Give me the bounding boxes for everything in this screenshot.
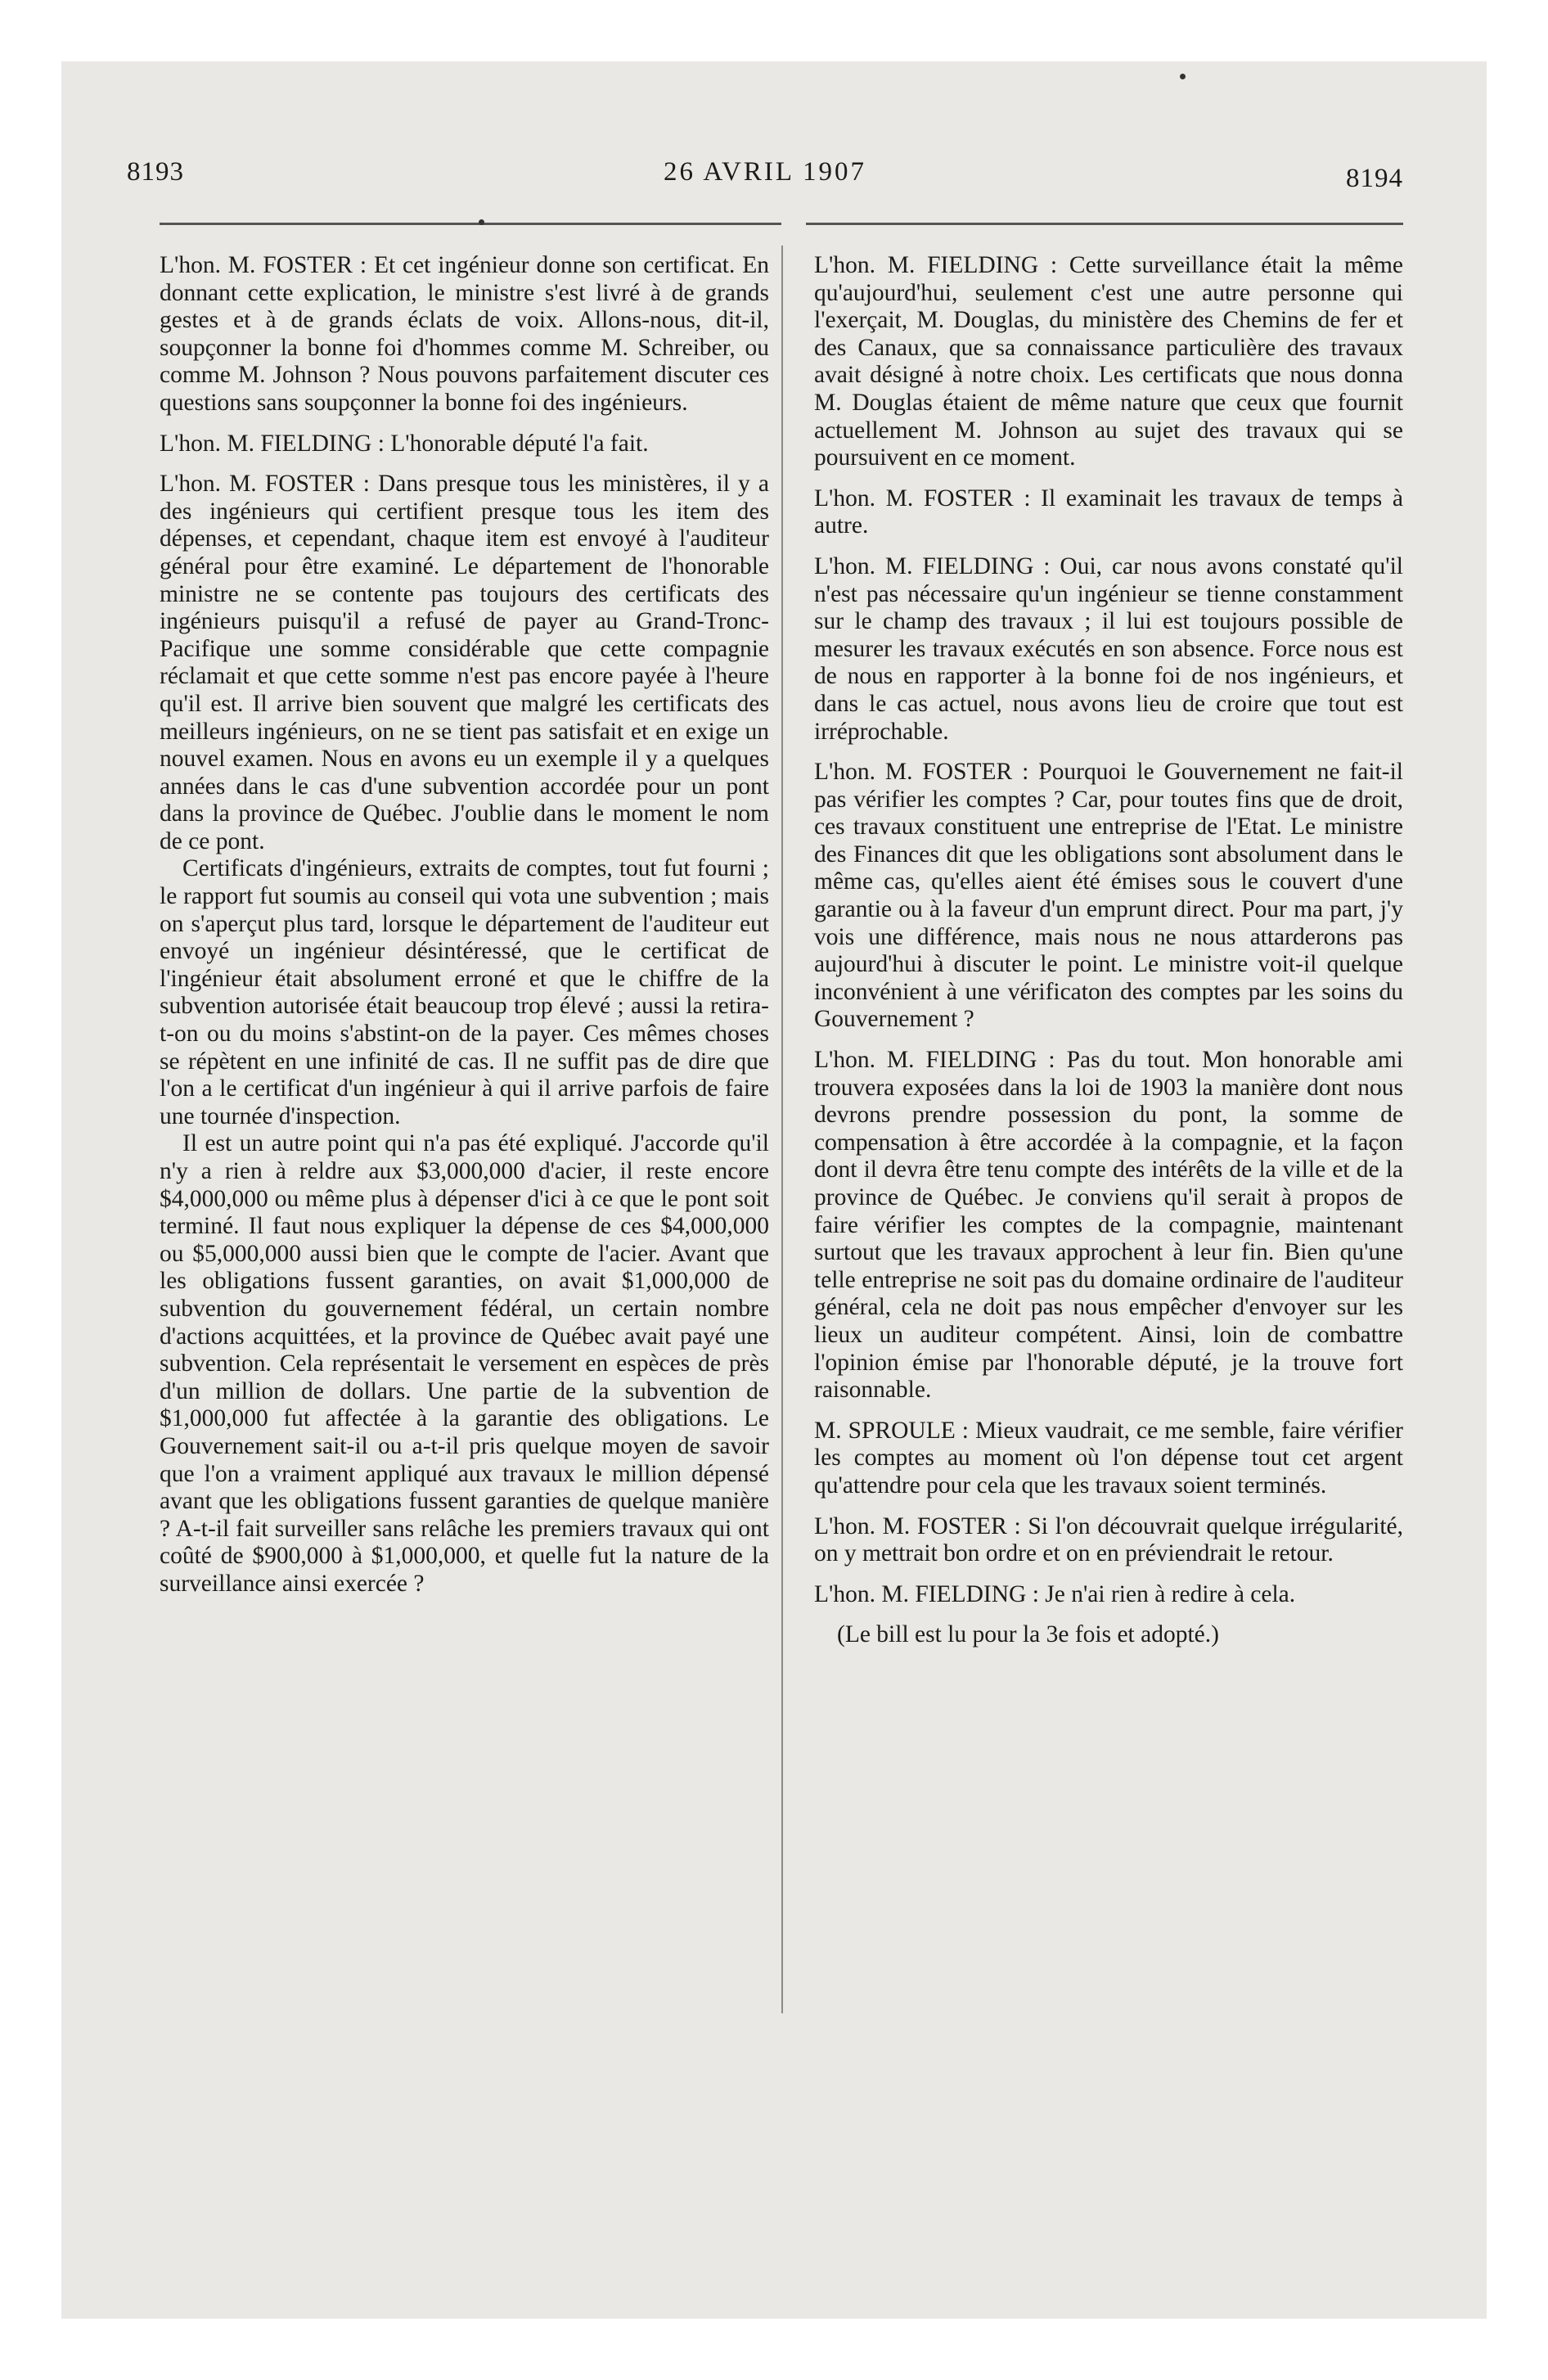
paragraph-text: Il examinait les travaux de temps à autre. (814, 485, 1403, 539)
page-date: 26 AVRIL 1907 (663, 157, 867, 187)
paragraph (160, 430, 769, 458)
paragraph-text: Si l'on découvrait quelque irrégularité, on y mettrait bon ordre et on en préviendrait le retour. (814, 1512, 1403, 1567)
paragraph (814, 1047, 1403, 1404)
right-column (814, 252, 1403, 1662)
paragraph (814, 1621, 1403, 1649)
column-divider (781, 246, 783, 2013)
paragraph-text: (Le bill est lu pour la 3e fois et adopté.) (837, 1621, 1219, 1648)
paragraph-text: Pas du tout. Mon honorable ami trouvera exposées dans la loi de 1903 la manière dont nous devrons prendre possession du pont, la somme de compensation à être accordée à la compagnie, et la façon dont il devra être tenu compte des intérêts de la ville et de la province de Québec. Je conviens qu'il serait à propos de faire vérifier les comptes de la compagnie, maintenant surtout que les travaux approchent à leur fin. Bien qu'une telle entreprise ne soit pas du domaine ordinaire de l'auditeur général, cela ne doit pas nous empêcher d'envoyer sur les lieux un auditeur compétent. Ainsi, loin de combattre l'opinion émise par l'honorable député, je la trouve fort raisonnable. (814, 1047, 1403, 1404)
paragraph-text: Pourquoi le Gouvernement ne fait-il pas vérifier les comptes ? Car, pour toutes fins que de droit, ces travaux constituent une entreprise de l'Etat. Le ministre des Finances dit que les obligations sont absolument dans le même cas, qu'elles aient été émises sous le couvert d'une garantie ou à la faveur d'un emprunt direct. Pour ma part, j'y vois une différence, mais nous ne nous attarderons pas aujourd'hui à discuter le point. Le ministre voit-il quelque inconvénient à une vérificaton des comptes par les soins du Gouvernement ? (814, 759, 1403, 1033)
paragraph (814, 1513, 1403, 1568)
speaker-name: L'hon. M. FIELDING : (814, 252, 1058, 278)
paragraph (814, 485, 1403, 540)
paragraph (160, 855, 769, 1130)
speaker-name: L'hon. M. FOSTER : (160, 471, 370, 498)
paragraph-text: Mieux vaudrait, ce me semble, faire vérifier les comptes au moment où l'on dépense tout cet argent qu'attendre pour cela que les travaux soient terminés. (814, 1417, 1403, 1499)
paragraph (814, 759, 1403, 1034)
paragraph-text: Il est un autre point qui n'a pas été expliqué. J'accorde qu'il n'y a rien à reldre aux $3,000,000 d'acier, il reste encore $4,000,000 ou même plus à dépenser d'ici à ce que le pont soit terminé. Il faut nous expliquer la dépense de ces $4,000,000 ou $5,000,000 aussi bien que le compte de l'acier. Avant que les obligations fussent garanties, on avait $1,000,000 de subvention du gouvernement fédéral, un certain nombre d'actions acquittées, et la province de Québec avait payé une subvention. Cela représentait le versement en espèces de près d'un million de dollars. Une partie de la subvention de $1,000,000 fut affectée à la garantie des obligations. Le Gouvernement sait-il ou a-t-il pris quelque moyen de savoir que l'on a vraiment appliqué aux travaux le million dépensé avant que les obligations fussent garanties de quelque manière ? A-t-il fait surveiller sans relâche les premiers travaux qui ont coûté de $900,000 à $1,000,000, et quelle fut la nature de la surveillance ainsi exercée ? (160, 1130, 769, 1597)
page-number-left: 8193 (127, 157, 184, 187)
header-rule-right (806, 223, 1403, 225)
speaker-name: M. SPROULE : (814, 1417, 969, 1444)
speaker-name: L'hon. M. FIELDING : (814, 1047, 1055, 1074)
paragraph (814, 1581, 1403, 1609)
speaker-name: L'hon. M. FOSTER : (814, 1512, 1021, 1539)
speaker-name: L'hon. M. FOSTER : (814, 759, 1029, 786)
speaker-name: L'hon. M. FOSTER : (160, 252, 367, 278)
paragraph-text: Cette surveillance était la même qu'aujourd'hui, seulement c'est une autre personne qui l'exerçait, M. Douglas, du ministère des Chemins de fer et des Canaux, que sa connaissance particulière des travaux avait désigné à notre choix. Les certificats que nous donna M. Douglas étaient de même nature que ceux que fournit actuellement M. Johnson au sujet des travaux qui se poursuivent en ce moment. (814, 252, 1403, 471)
rule-ornament (479, 219, 484, 225)
left-column (160, 252, 769, 1611)
paragraph-text: L'honorable député l'a fait. (384, 430, 649, 457)
paragraph (814, 1418, 1403, 1500)
paragraph-text: Dans presque tous les ministères, il y a des ingénieurs qui certifient presque tous les item des dépenses, et cependant, chaque item est envoyé à l'auditeur général pour être examiné. Le département de l'honorable ministre ne se contente pas toujours des certificats des ingénieurs puisqu'il a refusé de payer au Grand-Tronc-Pacifique une somme considérable que cette compagnie réclamait et que cette somme n'est pas encore payée à l'heure qu'il est. Il arrive bien souvent que malgré les certificats des meilleurs ingénieurs, on ne se tient pas satisfait et en exige un nouvel examen. Nous en avons eu un exemple il y a quelques années dans le cas d'une subvention accordée pour un pont dans la province de Québec. J'oublie dans le moment le nom de ce pont. (160, 471, 769, 854)
speck-mark (1180, 74, 1186, 79)
paragraph (814, 553, 1403, 746)
page-header (127, 157, 1403, 206)
speaker-name: L'hon. M. FIELDING : (160, 430, 385, 457)
speaker-name: L'hon. M. FOSTER : (814, 485, 1031, 512)
header-rule-left (160, 223, 781, 225)
paragraph-text: Oui, car nous avons constaté qu'il n'est pas nécessaire qu'un ingénieur se tienne constamment sur le champ des travaux ; il lui est toujours possible de mesurer les travaux exécutés en son absence. Force nous est de nous en rapporter à la bonne foi de nos ingénieurs, et dans le cas actuel, nous avons lieu de croire que tout est irréprochable. (814, 552, 1403, 745)
paragraph-text: Certificats d'ingénieurs, extraits de comptes, tout fut fourni ; le rapport fut soumis au conseil qui vota une subvention ; mais on s'aperçut plus tard, lorsque le département de l'auditeur eut envoyé un ingénieur désintéressé, que le certificat de l'ingénieur était absolument erroné et que le chiffre de la subvention autorisée était beaucoup trop élevé ; aussi la retira-t-on ou du moins s'abstint-on de la payer. Ces mêmes choses se répètent en une infinité de cas. Il ne suffit pas de dire que l'on a le certificat d'un ingénieur à qui il arrive parfois de faire une tournée d'inspection. (160, 855, 769, 1129)
speaker-name: L'hon. M. FIELDING : (814, 552, 1051, 579)
paragraph-text: Je n'ai rien à redire à cela. (1038, 1580, 1296, 1607)
paragraph (814, 252, 1403, 472)
paragraph (160, 252, 769, 417)
speaker-name: L'hon. M. FIELDING : (814, 1580, 1039, 1607)
paragraph (160, 1130, 769, 1598)
paragraph (160, 471, 769, 855)
page-number-right: 8194 (1346, 164, 1403, 193)
paragraph-text: Et cet ingénieur donne son certificat. En donnant cette explication, le ministre s'est livré à de grands gestes et à de grands éclats de voix. Allons-nous, dit-il, soupçonner la bonne foi d'hommes comme M. Schreiber, ou comme M. Johnson ? Nous pouvons parfaitement discuter ces questions sans soupçonner la bonne foi des ingénieurs. (160, 252, 769, 416)
